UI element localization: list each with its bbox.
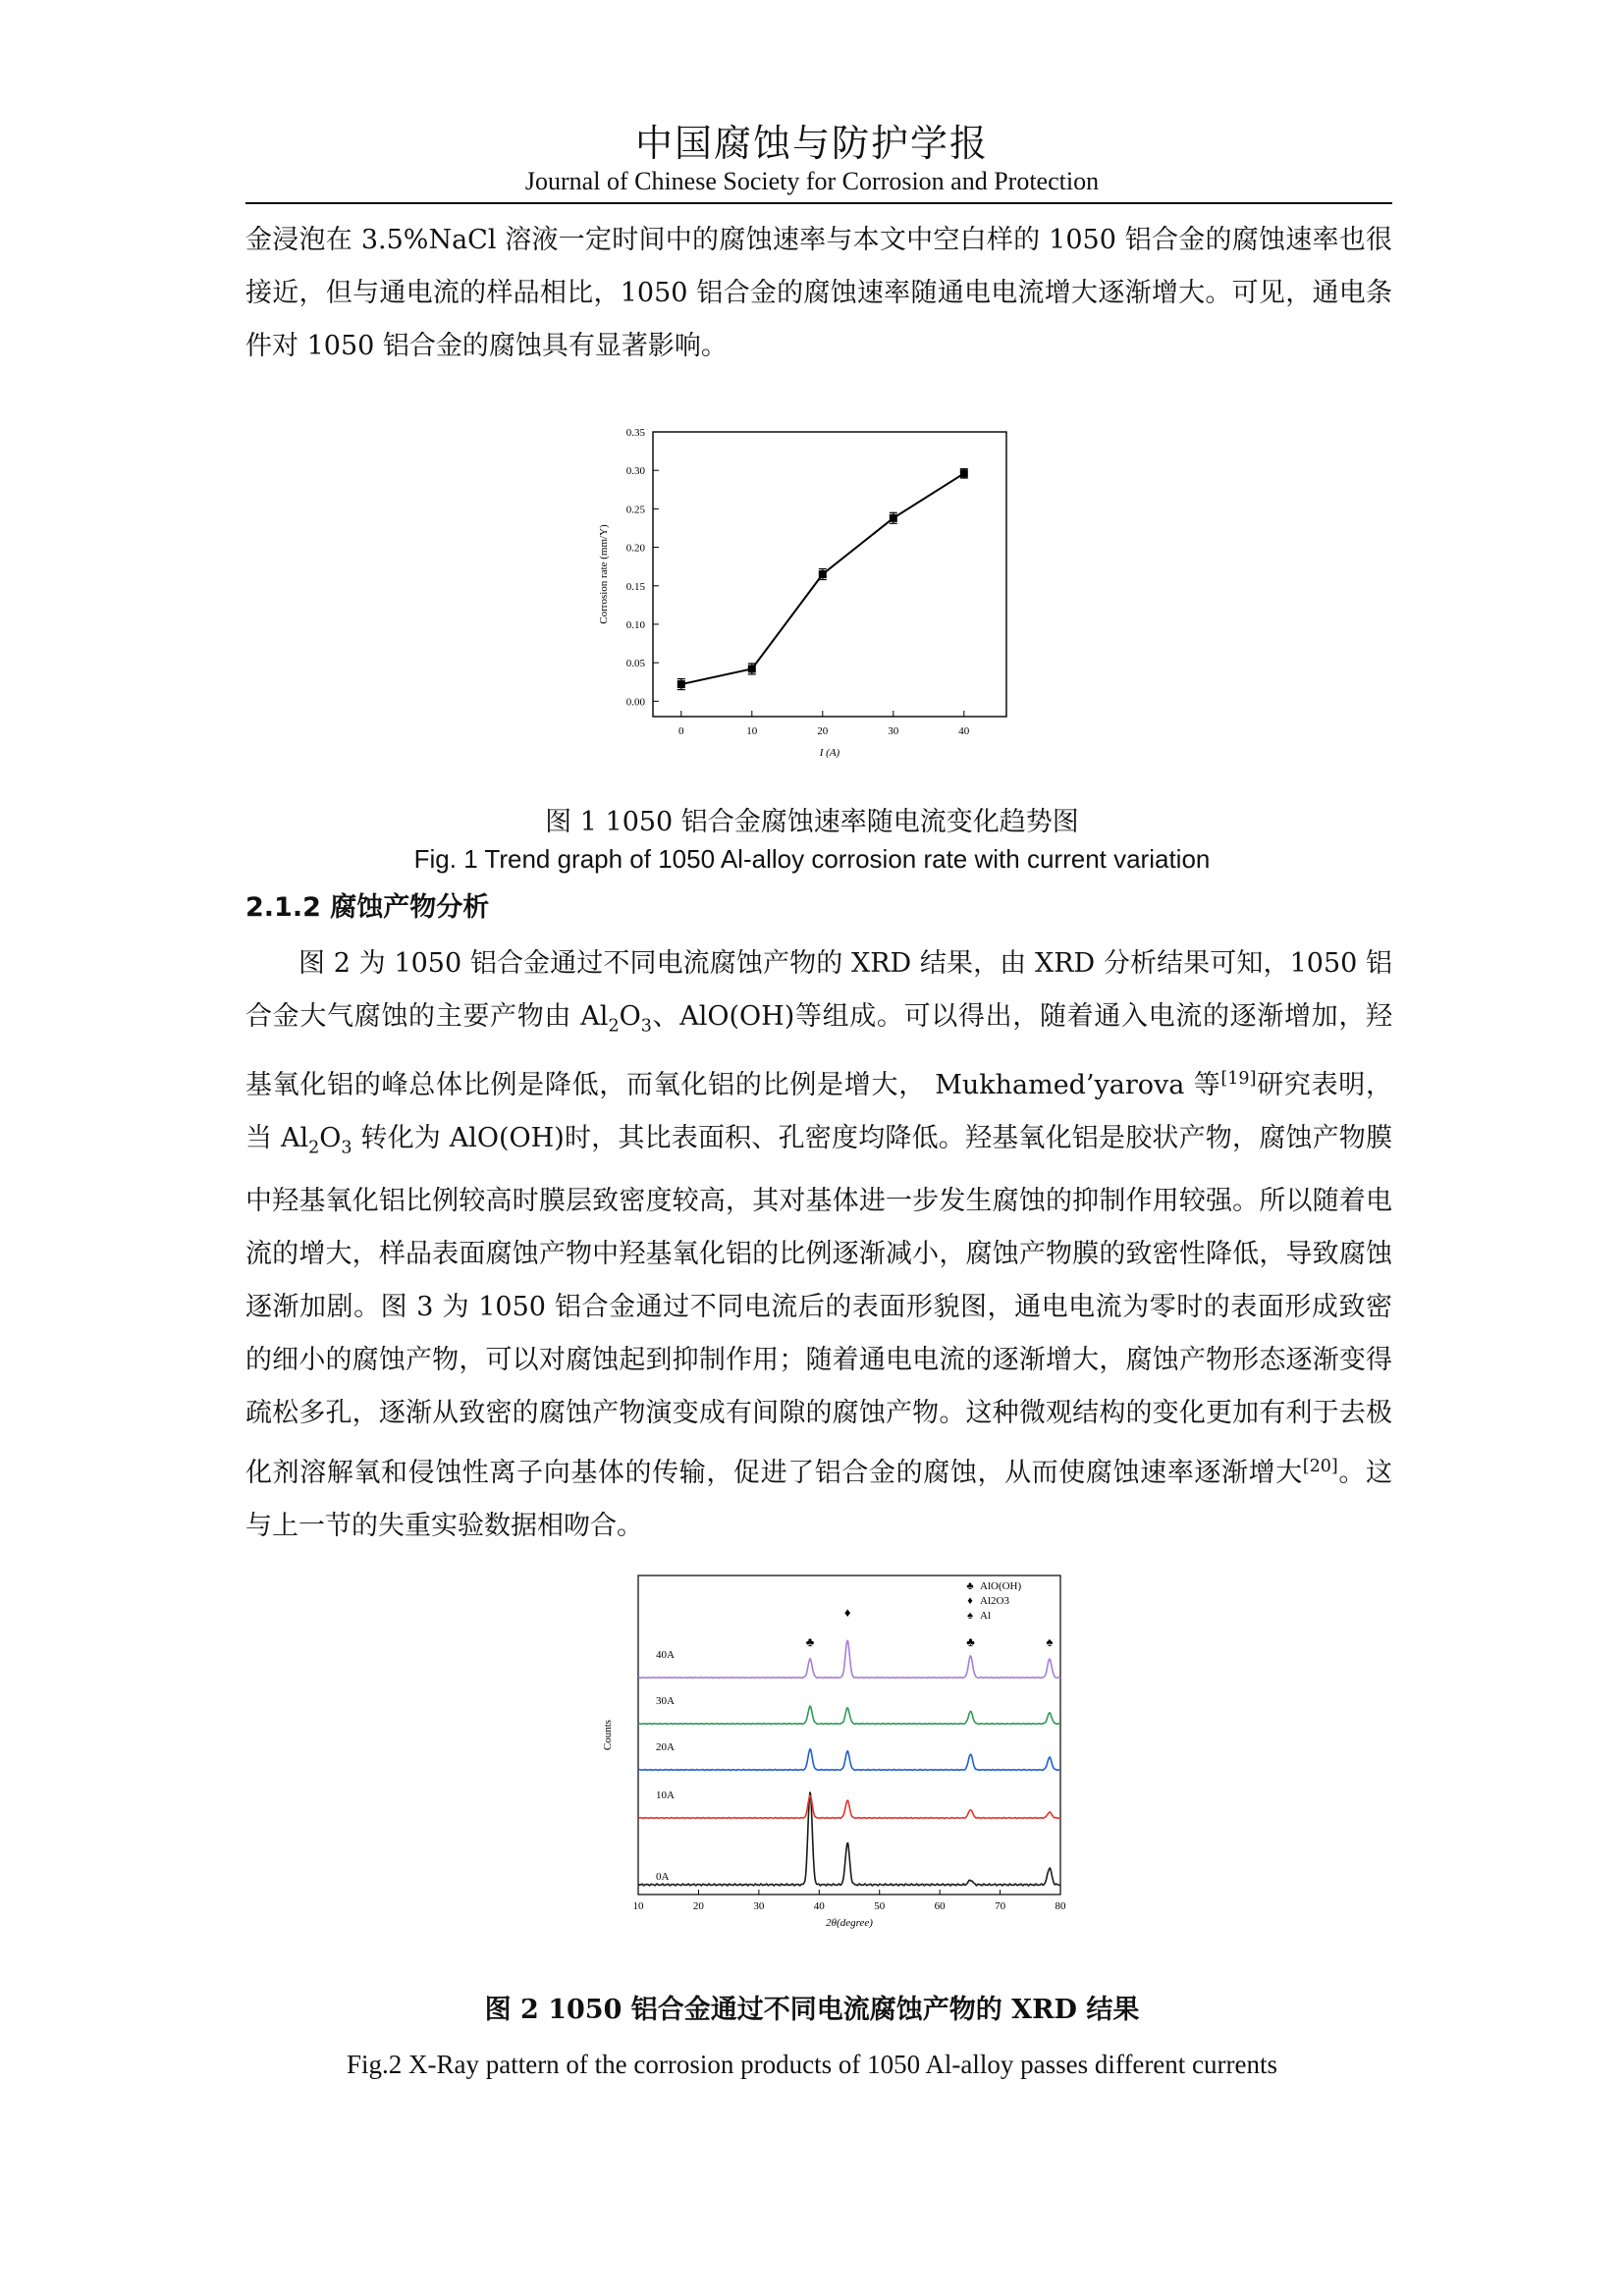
citation-19: [19] — [1220, 1069, 1257, 1090]
p1-sub-d: 3 — [341, 1138, 352, 1158]
y-tick-label-0: 0.00 — [625, 696, 645, 709]
figure-1-caption-cn: 图 1 1050 铝合金腐蚀速率随电流变化趋势图 — [545, 807, 1079, 837]
body-paragraph — [245, 937, 1392, 1553]
y-tick-label-6: 0.30 — [625, 465, 645, 478]
p1-text-f: 转化为 AlO(OH)时，其比表面积、孔密度均降低。羟基氧化铝是胶状产物，腐蚀产物膜中羟基氧化铝比例较高时膜层致密度较高，其对基体进一步发生腐蚀的抑制作用较强。所以随着电流的增大，样品表面腐蚀产物中羟基氧化铝的比例逐渐减小，腐蚀产物膜的致密性降低，导致腐蚀逐渐加剧。图 3 为 1050 铝合金通过不同电流后的表面形貌图，通电电流为零时的表面形成致密的细小的腐蚀产物，可以对腐蚀起到抑制作用；随着通电电流的逐渐增大，腐蚀产物形态逐渐变得疏松多孔，逐渐从致密的腐蚀产物演变成有间隙的腐蚀产物。这种微观结构的变化更加有利于去极化剂溶解氧和侵蚀性离子向基体的传输，促进了铝合金的腐蚀，从而使腐蚀速率逐渐增大 — [245, 1123, 1392, 1488]
series-label-0A: 0A — [656, 1871, 670, 1883]
legend-symbol-0: ♣ — [966, 1580, 974, 1592]
y-tick-label-4: 0.20 — [625, 542, 645, 555]
x-tick-label-3: 40 — [813, 1900, 825, 1912]
legend-label-1: Al2O3 — [980, 1595, 1009, 1607]
y-axis-label: Counts — [602, 1719, 614, 1751]
x-tick-label-4: 50 — [874, 1900, 886, 1912]
y-tick-label-2: 0.10 — [625, 618, 645, 631]
p1-sub-b: 3 — [640, 1016, 652, 1037]
x-tick-label-7: 80 — [1055, 1900, 1066, 1912]
p1-text-a: 图 2 为 1050 铝合金通过不同电流腐蚀产物的 XRD 结果，由 XRD 分析结果可知，1050 铝合金大气腐蚀的主要产物由 Al — [245, 948, 1392, 1032]
peak-marker-3: ♠ — [1046, 1634, 1054, 1649]
citation-20: [20] — [1302, 1456, 1338, 1476]
x-tick-label-1: 20 — [692, 1900, 704, 1912]
peak-marker-0: ♣ — [805, 1634, 815, 1649]
series-label-40A: 40A — [656, 1649, 675, 1661]
p1-text-b: O — [619, 1001, 641, 1032]
figure-1-caption-en: Fig. 1 Trend graph of 1050 Al-alloy corrosion rate with current variation — [413, 844, 1211, 874]
x-tick-label-0: 10 — [632, 1900, 644, 1912]
legend-symbol-2: ♠ — [967, 1610, 973, 1622]
y-tick-label-3: 0.15 — [625, 580, 645, 593]
legend-symbol-1: ♦ — [967, 1595, 973, 1607]
series-label-20A: 20A — [656, 1741, 675, 1753]
plot-frame — [653, 432, 1006, 717]
x-tick-label-3: 30 — [888, 725, 899, 737]
figure-2-chart — [589, 1571, 1090, 1944]
y-tick-label-5: 0.25 — [625, 504, 645, 516]
series-label-30A: 30A — [656, 1695, 675, 1707]
x-tick-label-2: 30 — [753, 1900, 765, 1912]
plot-frame — [638, 1575, 1060, 1895]
x-tick-label-1: 10 — [746, 725, 758, 737]
journal-title-en: Journal of Chinese Society for Corrosion and Protection — [524, 167, 1100, 195]
p1-sub-c: 2 — [308, 1138, 320, 1158]
header-rule — [245, 202, 1392, 204]
x-tick-label-5: 60 — [934, 1900, 946, 1912]
x-tick-label-4: 40 — [958, 725, 970, 737]
x-tick-label-6: 70 — [995, 1900, 1006, 1912]
figure-2-caption-cn: 图 2 1050 铝合金通过不同电流腐蚀产物的 XRD 结果 — [484, 1995, 1140, 2025]
data-point-3 — [890, 514, 897, 522]
peak-marker-2: ♣ — [966, 1634, 975, 1649]
section-heading: 2.1.2 腐蚀产物分析 — [245, 892, 490, 923]
intro-paragraph: 金浸泡在 3.5%NaCl 溶液一定时间中的腐蚀速率与本文中空白样的 1050 铝合金的腐蚀速率也很接近，但与通电流的样品相比，1050 铝合金的腐蚀速率随通电电流增大逐渐增大。可见，通电条件对 1050 铝合金的腐蚀具有显著影响。 — [245, 225, 1392, 361]
p1-sub-a: 2 — [608, 1016, 620, 1037]
y-tick-label-7: 0.35 — [625, 427, 645, 439]
legend-label-2: Al — [980, 1610, 991, 1622]
x-tick-label-0: 0 — [678, 725, 684, 737]
xrd-series-20A — [638, 1749, 1060, 1771]
data-point-4 — [960, 469, 968, 477]
p1-text-c: 、AlO(OH)等组成。可以得出，随着通入电流的逐渐增加，羟基氧化铝的峰总体比例是降低，而氧化铝的比例是增大， Mukhamed’yarova 等 — [245, 1001, 1392, 1101]
x-tick-label-2: 20 — [817, 725, 829, 737]
legend-label-0: AlO(OH) — [980, 1580, 1022, 1592]
xrd-series-10A — [638, 1795, 1060, 1818]
figure-1-chart — [589, 412, 1041, 766]
p1-text-d: 研究表明，当 Al — [245, 1070, 1393, 1154]
journal-title-cn: 中国腐蚀与防护学报 — [634, 122, 989, 165]
p1-text-g: 。这与上一节的失重实验数据相吻合。 — [245, 1457, 1393, 1541]
peak-marker-1: ♦ — [843, 1605, 851, 1620]
xrd-series-40A — [638, 1641, 1060, 1679]
xrd-series-30A — [638, 1706, 1060, 1724]
data-point-0 — [677, 680, 685, 688]
y-axis-label: Corrosion rate (mm/Y) — [598, 524, 610, 624]
data-point-1 — [748, 665, 756, 672]
p1-text-e: O — [319, 1123, 342, 1154]
data-point-2 — [819, 570, 827, 578]
x-axis-label: I (A) — [819, 747, 840, 759]
series-label-10A: 10A — [656, 1789, 675, 1801]
y-tick-label-1: 0.05 — [625, 658, 645, 670]
figure-2-caption-en: Fig.2 X-Ray pattern of the corrosion products of 1050 Al-alloy passes different currents — [346, 2050, 1278, 2079]
x-axis-label: 2θ(degree) — [826, 1917, 873, 1929]
